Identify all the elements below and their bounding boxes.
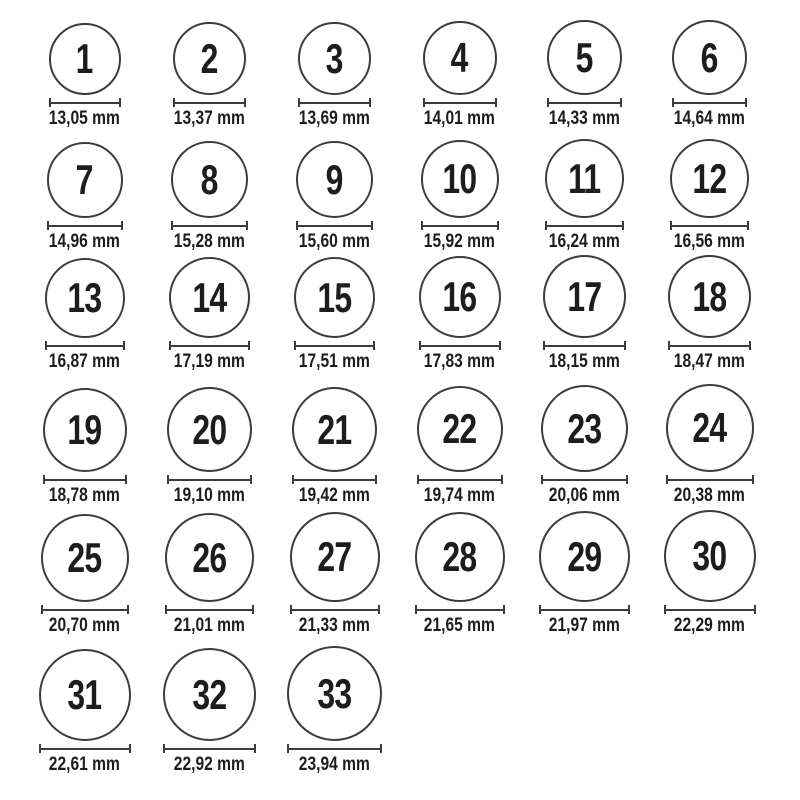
- ring-size-cell: [647, 384, 772, 506]
- ring-circle: [670, 139, 749, 218]
- ring-size-cell: [397, 21, 522, 129]
- ring-size-number: 27: [317, 533, 352, 580]
- ring-size-number: 15: [317, 273, 352, 321]
- ring-circle: [419, 256, 501, 338]
- diameter-measure-line: [543, 341, 626, 350]
- diameter-measure-line: [49, 98, 121, 107]
- diameter-label: 13,05 mm: [48, 108, 121, 129]
- ring-circle: [165, 513, 254, 602]
- ring-circle: [664, 510, 756, 602]
- diameter-label: 21,33 mm: [298, 615, 371, 636]
- diameter-label: 15,28 mm: [173, 231, 246, 252]
- diameter-measure-line: [666, 475, 754, 484]
- ring-size-number: 33: [317, 669, 352, 717]
- ring-circle: [543, 255, 626, 338]
- ring-size-cell: [22, 142, 147, 252]
- ring-size-cell: [272, 387, 397, 506]
- diameter-measure-line: [547, 98, 622, 107]
- diameter-label: 22,92 mm: [173, 754, 246, 775]
- diameter-label: 18,78 mm: [48, 485, 121, 506]
- ring-size-number: 4: [450, 34, 468, 81]
- ring-size-number: 25: [67, 534, 102, 581]
- ring-size-cell: [647, 510, 772, 636]
- diameter-label: 14,96 mm: [48, 231, 121, 252]
- ring-size-number: 20: [192, 405, 227, 453]
- ring-circle: [668, 255, 751, 338]
- size-row: [0, 139, 800, 252]
- ring-size-cell: [647, 20, 772, 129]
- diameter-label: 22,29 mm: [673, 615, 746, 636]
- diameter-label: 18,47 mm: [673, 351, 746, 372]
- diameter-label: 21,65 mm: [423, 615, 496, 636]
- diameter-measure-line: [290, 605, 380, 614]
- diameter-measure-line: [43, 475, 127, 484]
- ring-size-cell: [522, 385, 647, 506]
- ring-circle: [672, 20, 747, 95]
- diameter-measure-line: [47, 221, 123, 230]
- ring-circle: [290, 512, 380, 602]
- ring-circle: [545, 139, 624, 218]
- diameter-label: 21,01 mm: [173, 615, 246, 636]
- diameter-measure-line: [417, 475, 503, 484]
- diameter-measure-line: [167, 475, 252, 484]
- ring-size-cell: [397, 256, 522, 372]
- ring-circle: [45, 258, 125, 338]
- diameter-measure-line: [39, 744, 131, 753]
- diameter-measure-line: [670, 221, 749, 230]
- ring-size-cell: [397, 140, 522, 252]
- ring-size-cell: [522, 511, 647, 636]
- size-row: [0, 646, 800, 775]
- diameter-measure-line: [415, 605, 505, 614]
- ring-size-number: 24: [692, 404, 727, 451]
- ring-circle: [169, 257, 250, 338]
- diameter-label: 21,97 mm: [548, 615, 621, 636]
- ring-circle: [163, 648, 256, 741]
- ring-size-number: 1: [75, 35, 93, 82]
- diameter-label: 14,33 mm: [548, 108, 621, 129]
- diameter-label: 13,69 mm: [298, 108, 371, 129]
- ring-size-cell: [22, 388, 147, 506]
- ring-circle: [47, 142, 123, 218]
- diameter-measure-line: [545, 221, 624, 230]
- diameter-label: 18,15 mm: [548, 351, 621, 372]
- ring-size-cell: [522, 139, 647, 252]
- ring-size-number: 14: [192, 273, 227, 321]
- diameter-measure-line: [539, 605, 630, 614]
- diameter-label: 19,42 mm: [298, 485, 371, 506]
- diameter-measure-line: [664, 605, 756, 614]
- ring-size-number: 31: [67, 671, 102, 718]
- diameter-measure-line: [419, 341, 501, 350]
- diameter-measure-line: [171, 221, 248, 230]
- diameter-label: 19,74 mm: [423, 485, 496, 506]
- diameter-measure-line: [423, 98, 497, 107]
- diameter-label: 14,64 mm: [673, 108, 746, 129]
- diameter-measure-line: [668, 341, 751, 350]
- ring-size-number: 23: [567, 404, 602, 452]
- ring-circle: [415, 512, 505, 602]
- diameter-label: 20,70 mm: [48, 615, 121, 636]
- ring-circle: [539, 511, 630, 602]
- ring-size-number: 19: [67, 406, 102, 453]
- ring-size-number: 2: [200, 34, 218, 82]
- diameter-measure-line: [173, 98, 246, 107]
- diameter-measure-line: [165, 605, 254, 614]
- diameter-label: 17,83 mm: [423, 351, 496, 372]
- diameter-label: 17,51 mm: [298, 351, 371, 372]
- diameter-measure-line: [298, 98, 371, 107]
- diameter-measure-line: [421, 221, 499, 230]
- diameter-label: 16,24 mm: [548, 231, 621, 252]
- ring-circle: [666, 384, 754, 472]
- size-row: [0, 20, 800, 129]
- ring-size-cell: [272, 646, 397, 775]
- ring-size-number: 7: [75, 156, 93, 203]
- diameter-label: 20,38 mm: [673, 485, 746, 506]
- ring-size-number: 16: [442, 273, 477, 320]
- ring-size-cell: [522, 255, 647, 372]
- ring-circle: [298, 22, 371, 95]
- ring-size-number: 22: [442, 405, 477, 452]
- diameter-label: 14,01 mm: [423, 108, 496, 129]
- ring-size-number: 9: [325, 155, 343, 203]
- ring-size-cell: [272, 257, 397, 372]
- ring-circle: [423, 21, 497, 95]
- diameter-label: 17,19 mm: [173, 351, 246, 372]
- ring-circle: [547, 20, 622, 95]
- ring-size-number: 30: [692, 532, 727, 579]
- ring-circle: [39, 649, 131, 741]
- ring-size-cell: [647, 139, 772, 252]
- ring-size-cell: [147, 387, 272, 506]
- ring-size-cell: [147, 648, 272, 775]
- ring-size-cell: [647, 255, 772, 372]
- ring-size-cell: [22, 649, 147, 775]
- ring-size-cell: [147, 141, 272, 252]
- diameter-label: 23,94 mm: [298, 754, 371, 775]
- ring-size-number: 17: [567, 272, 602, 320]
- ring-circle: [49, 23, 121, 95]
- ring-circle: [541, 385, 628, 472]
- ring-size-number: 28: [442, 533, 477, 580]
- size-row: [0, 384, 800, 506]
- ring-size-number: 26: [192, 533, 227, 581]
- ring-size-cell: [272, 512, 397, 636]
- ring-size-number: 32: [192, 670, 227, 718]
- ring-size-number: 29: [567, 532, 602, 580]
- diameter-measure-line: [163, 744, 256, 753]
- ring-size-number: 21: [317, 405, 352, 453]
- ring-size-number: 18: [692, 272, 727, 320]
- ring-size-number: 5: [575, 33, 593, 81]
- ring-size-number: 3: [325, 34, 343, 82]
- diameter-label: 19,10 mm: [173, 485, 246, 506]
- diameter-measure-line: [45, 341, 125, 350]
- diameter-measure-line: [541, 475, 628, 484]
- ring-circle: [421, 140, 499, 218]
- diameter-label: 15,92 mm: [423, 231, 496, 252]
- ring-circle: [41, 514, 129, 602]
- ring-size-cell: [272, 22, 397, 129]
- ring-circle: [287, 646, 382, 741]
- ring-size-cell: [272, 141, 397, 252]
- ring-size-cell: [147, 513, 272, 636]
- diameter-measure-line: [292, 475, 377, 484]
- ring-circle: [167, 387, 252, 472]
- diameter-measure-line: [296, 221, 373, 230]
- size-row: [0, 510, 800, 636]
- size-row: [0, 255, 800, 372]
- ring-size-cell: [397, 512, 522, 636]
- diameter-label: 15,60 mm: [298, 231, 371, 252]
- ring-size-cell: [397, 386, 522, 506]
- ring-size-number: 13: [67, 274, 102, 321]
- ring-circle: [294, 257, 375, 338]
- diameter-measure-line: [672, 98, 747, 107]
- diameter-label: 13,37 mm: [173, 108, 246, 129]
- diameter-measure-line: [294, 341, 375, 350]
- ring-size-cell: [147, 22, 272, 129]
- ring-size-cell: [22, 258, 147, 372]
- diameter-measure-line: [169, 341, 250, 350]
- ring-size-cell: [522, 20, 647, 129]
- diameter-label: 16,56 mm: [673, 231, 746, 252]
- ring-circle: [173, 22, 246, 95]
- ring-circle: [417, 386, 503, 472]
- diameter-label: 20,06 mm: [548, 485, 621, 506]
- ring-circle: [43, 388, 127, 472]
- diameter-label: 16,87 mm: [48, 351, 121, 372]
- diameter-measure-line: [287, 744, 382, 753]
- ring-circle: [296, 141, 373, 218]
- ring-size-cell: [22, 514, 147, 636]
- diameter-measure-line: [41, 605, 129, 614]
- ring-circle: [292, 387, 377, 472]
- ring-size-number: 8: [200, 155, 218, 203]
- ring-size-number: 6: [700, 33, 718, 81]
- ring-size-cell: [22, 23, 147, 129]
- diameter-label: 22,61 mm: [48, 754, 121, 775]
- ring-size-cell: [147, 257, 272, 372]
- ring-size-number: 11: [568, 154, 601, 202]
- ring-size-number: 10: [442, 155, 477, 202]
- ring-size-number: 12: [692, 154, 727, 202]
- ring-circle: [171, 141, 248, 218]
